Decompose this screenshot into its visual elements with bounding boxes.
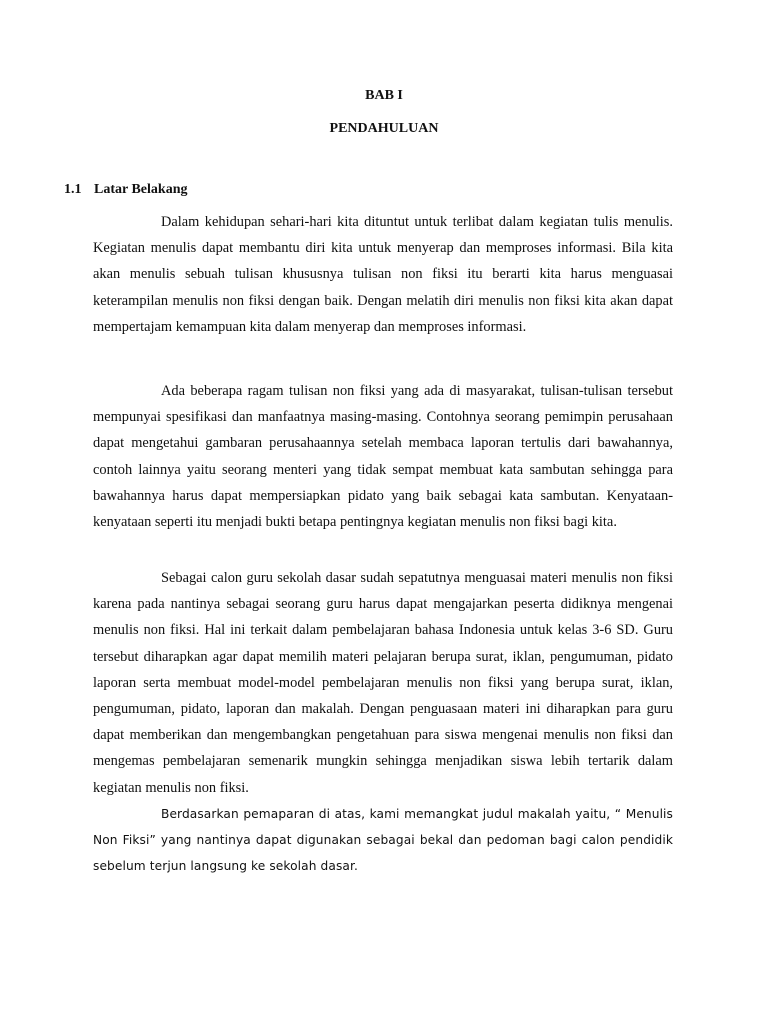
paragraph: Sebagai calon guru sekolah dasar sudah sepatutnya menguasai materi menulis non fiksi karena pada nantinya sebagai seorang guru harus dapat mengajarkan peserta didiknya mengenai menulis non fiksi. Hal ini terkait dalam pembelajaran bahasa Indonesia untuk kelas 3-6 SD. Guru tersebut diharapkan agar dapat memilih materi pelajaran berupa surat, iklan, pengumuman, pidato laporan serta membuat model-model pembelajaran menulis non fiksi yang berupa surat, iklan, pengumuman, pidato, laporan dan makalah. Dengan penguasaan materi ini diharapkan para guru dapat memberikan dan mengembangkan pengetahuan para siswa mengenai menulis non fiksi dan mengemas pembelajaran semenarik mungkin sehingga menjadikan siswa lebih tertarik dalam kegiatan menulis non fiksi. bbox=[93, 570, 673, 796]
chapter-title: PENDAHULUAN bbox=[329, 121, 439, 136]
section-number: 1.1 bbox=[64, 182, 82, 197]
section-title: Latar Belakang bbox=[94, 182, 188, 197]
section-heading bbox=[64, 182, 187, 198]
paragraph: Berdasarkan pemaparan di atas, kami memangkat judul makalah yaitu, “ Menulis Non Fiksi” yang nantinya dapat digunakan sebagai bekal dan pedoman bagi calon pendidik sebelum terjun langsung ke sekolah dasar. bbox=[93, 807, 673, 874]
chapter-label: BAB I bbox=[365, 88, 403, 103]
paragraph: Ada beberapa ragam tulisan non fiksi yang ada di masyarakat, tulisan-tulisan tersebut mempunyai spesifikasi dan manfaatnya masing-masing. Contohnya seorang pemimpin perusahaan dapat mengetahui gambaran perusahaannya setelah membaca laporan tertulis dari bawahannya, contoh lainnya yaitu seorang menteri yang tidak sempat membuat kata sambutan sehingga para bawahannya harus dapat mempersiapkan pidato yang baik sebagai kata sambutan. Kenyataan-kenyataan seperti itu menjadi bukti betapa pentingnya kegiatan menulis non fiksi bagi kita. bbox=[93, 383, 673, 531]
paragraph: Dalam kehidupan sehari-hari kita dituntut untuk terlibat dalam kegiatan tulis menulis. Kegiatan menulis dapat membantu diri kita untuk menyerap dan memproses informasi. Bila kita akan menulis sebuah tulisan khususnya tulisan non fiksi itu berarti kita harus menguasai keterampilan menulis non fiksi dengan baik. Dengan melatih diri menulis non fiksi kita akan dapat mempertajam kemampuan kita dalam menyerap dan memproses informasi. bbox=[93, 214, 673, 335]
